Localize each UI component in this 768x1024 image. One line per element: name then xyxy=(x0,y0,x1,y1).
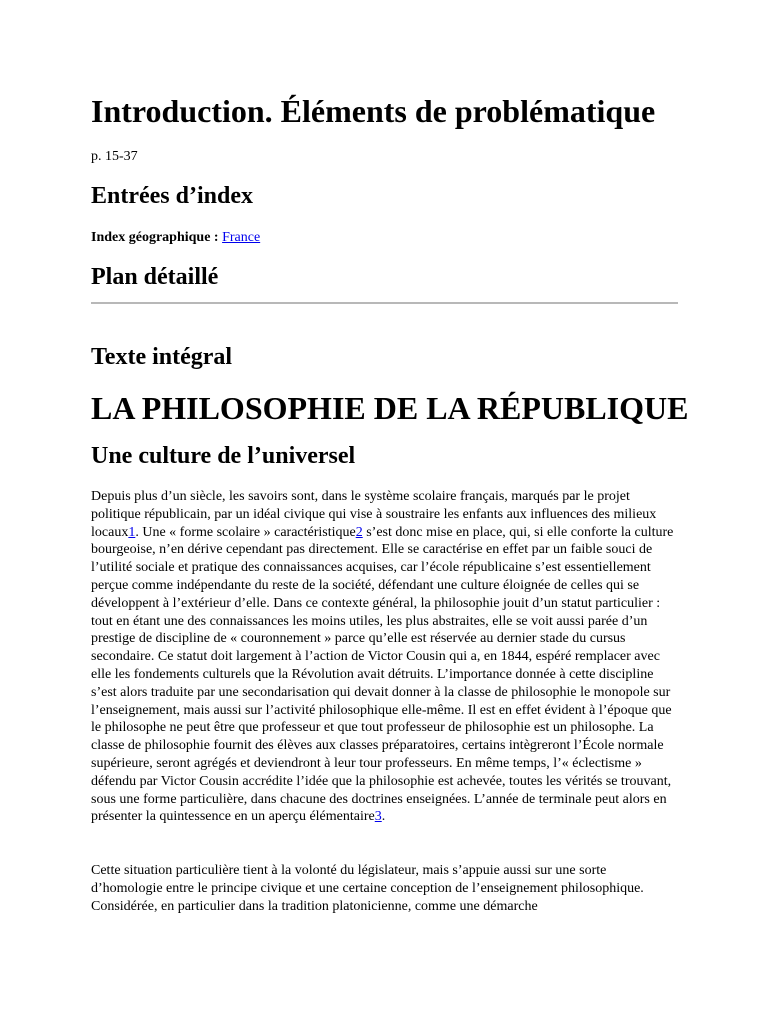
paragraph-1-text-d: . xyxy=(381,809,386,825)
footnote-link-2[interactable]: 2 xyxy=(355,524,363,540)
footnote-link-3[interactable]: 3 xyxy=(374,809,382,825)
paragraph-1 xyxy=(91,488,681,826)
divider xyxy=(91,302,678,304)
section-title: LA PHILOSOPHIE DE LA RÉPUBLIQUE xyxy=(91,390,689,426)
subsection-title: Une culture de l’universel xyxy=(91,443,356,469)
page-range: p. 15-37 xyxy=(91,149,138,164)
footnote-link-1[interactable]: 1 xyxy=(128,524,136,540)
index-link-france[interactable]: France xyxy=(222,230,261,245)
index-label: Index géographique : xyxy=(91,230,219,245)
page-title: Introduction. Éléments de problématique xyxy=(91,93,656,129)
paragraph-2: Cette situation particulière tient à la volonté du législateur, mais s’appuie aussi sur une sorte d’homologie entre le principe civique et une certaine conception de l’enseignement philosophique. Considérée, en particulier dans la tradition platonicienne, comme une démarche xyxy=(91,863,644,914)
plan-heading: Plan détaillé xyxy=(91,264,219,290)
index-heading: Entrées d’index xyxy=(91,183,253,209)
texte-heading: Texte intégral xyxy=(91,344,233,370)
paragraph-1-text-c: s’est donc mise en place, qui, si elle conforte la culture bourgeoise, n’en dérive cependant pas directement. Elle se caractérise en effet par un faible souci de l’utilité sociale et pratique des connaissances acquises, car l’école républicaine s’est essentiellement perçue comme indépendante du reste de la société, défendant une culture éloignée de celles qui se développent à l’extérieur d’elle. Dans ce contexte général, la philosophie jouit d’un statut particulier : tout en étant une des connaissances les moins utiles, les plus abstraites, elle se voit aussi parée d’un prestige de discipline de « couronnement » parce qu’elle est réservée au dernier stade du cursus secondaire. Ce statut doit largement à l’action de Victor Cousin qui a, en 1844, espéré remplacer avec elle les fondements culturels que la Révolution avait détruits. L’importance donnée à cette discipline s’est alors traduite par une secondarisation qui devait donner à la classe de philosophie le monopole sur l’enseignement, mais aussi sur l’activité philosophique elle-même. Il est en effet évident à l’époque que le philosophe ne peut être que professeur et que tout professeur de philosophie est un philosophe. La classe de philosophie fournit des élèves aux classes préparatoires, certains intègreront l’École normale supérieure, seront agrégés et deviendront à leur tour professeurs. En même temps, l’« éclectisme » défendu par Victor Cousin accrédite l’idée que la philosophie est achevée, toutes les vérités se trouvant, sous une forme particulière, dans chacune des doctrines enseignées. L’année de terminale peut alors en présenter la quintessence en un aperçu élémentaire xyxy=(91,524,674,825)
paragraph-1-text-a: Depuis plus d’un siècle, les savoirs sont, dans le système scolaire français, marqués par le projet politique républicain, par un idéal civique qui vise à soustraire les enfants aux influences des milieux locaux xyxy=(91,489,657,540)
index-entry xyxy=(91,229,260,247)
paragraph-1-text-b: . Une « forme scolaire » caractéristique xyxy=(135,524,356,540)
